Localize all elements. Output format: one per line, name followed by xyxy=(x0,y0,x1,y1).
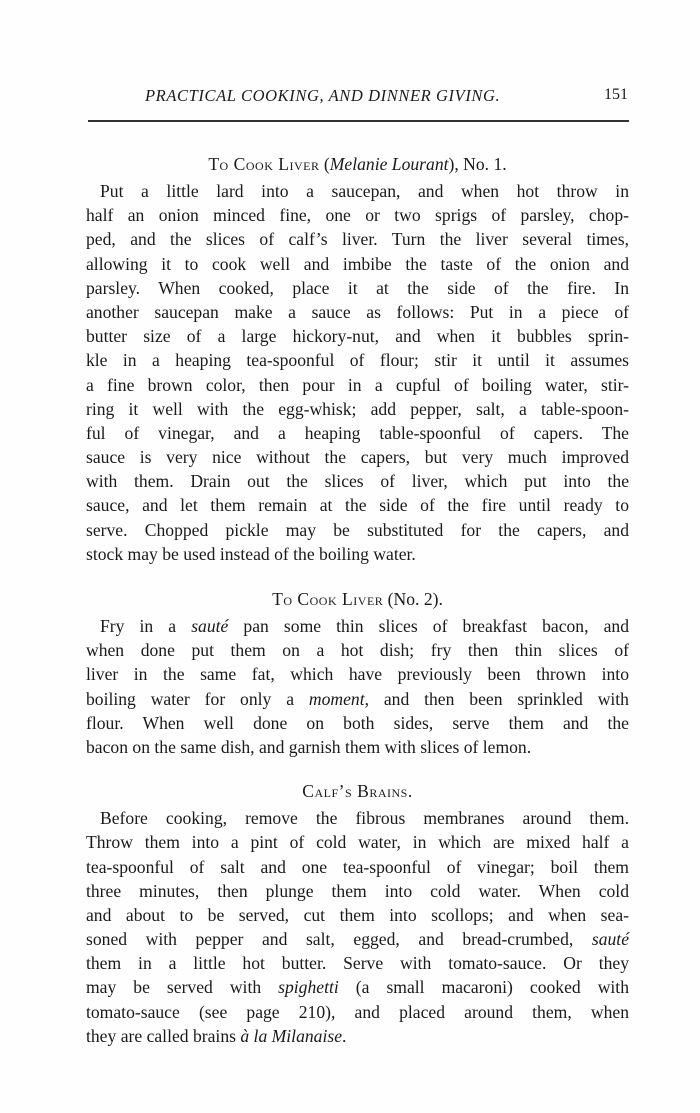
text-run: (a small macaroni) cooked with xyxy=(338,977,629,998)
text-line xyxy=(86,1024,629,1048)
recipe-heading-calfs-brains xyxy=(86,777,629,806)
text-line: three minutes, then plunge them into cold water. When cold xyxy=(86,880,629,901)
text-line: kle in a heaping tea-spoonful of flour; stir it until it assumes xyxy=(86,350,629,371)
running-head xyxy=(88,86,628,108)
text-line: ring it well with the egg-whisk; add pepper, salt, a table-spoon- xyxy=(86,398,629,419)
text-line xyxy=(86,927,629,951)
italic-run: moment xyxy=(308,688,365,709)
text-line: Throw them into a pint of cold water, in which are mixed half a xyxy=(86,832,629,853)
text-line: and about to be served, cut them into scollops; and when sea- xyxy=(86,904,629,925)
text-line: tomato-sauce (see page 210), and placed around them, when xyxy=(86,1001,629,1022)
text-line: sauce, and let them remain at the side of the fire until ready to xyxy=(86,495,629,516)
text-line: Before cooking, remove the fibrous membranes around them. xyxy=(100,808,629,829)
recipe-body-calfs-brains xyxy=(86,806,629,1048)
running-title: PRACTICAL COOKING, AND DINNER GIVING. xyxy=(145,86,501,105)
recipe-body-liver-2 xyxy=(86,614,629,759)
heading-suffix: (No. 2). xyxy=(383,589,443,609)
text-run: they are called brains xyxy=(86,1025,241,1046)
text-line: stock may be used instead of the boiling water. xyxy=(86,543,416,564)
header-rule xyxy=(88,120,629,122)
text-line: ful of vinegar, and a heaping table-spoonful of capers. The xyxy=(86,422,629,443)
text-run: , and then been sprinkled with xyxy=(364,688,629,709)
text-line: ped, and the slices of calf’s liver. Turn the liver several times, xyxy=(86,229,629,250)
text-line: bacon on the same dish, and garnish them with slices of lemon. xyxy=(86,736,532,757)
text-line: tea-spoonful of salt and one tea-spoonful of vinegar; boil them xyxy=(86,856,629,877)
page-content xyxy=(86,150,629,1048)
text-line xyxy=(86,687,629,711)
text-run: Fry in a xyxy=(100,616,192,636)
recipe-heading-liver-2 xyxy=(86,585,629,614)
text-line: with them. Drain out the slices of liver, which put into the xyxy=(86,471,629,492)
recipe-heading-liver-1: To Cook Liver (Melanie Lourant), No. 1. xyxy=(208,154,507,174)
italic-run: sauté xyxy=(591,929,629,950)
italic-run: sauté xyxy=(191,616,229,636)
text-run: . xyxy=(342,1025,347,1046)
heading-text: To Cook Liver xyxy=(272,589,384,609)
text-line xyxy=(86,614,629,638)
page-number: 151 xyxy=(604,86,628,103)
text-run: boiling water for only a xyxy=(86,688,309,709)
text-line: serve. Chopped pickle may be substituted for the capers, and xyxy=(86,519,629,540)
text-line: allowing it to cook well and imbibe the taste of the onion and xyxy=(86,253,629,274)
text-line: a fine brown color, then pour in a cupful of boiling water, stir- xyxy=(86,374,629,395)
text-line: Put a little lard into a saucepan, and when hot throw in xyxy=(100,181,629,201)
heading-suffix: , No. 1. xyxy=(454,154,507,174)
recipe-body-liver-1 xyxy=(86,179,629,566)
text-line: half an onion minced fine, one or two sprigs of parsley, chop- xyxy=(86,205,629,226)
heading-italic: Melanie Lourant xyxy=(329,154,449,174)
italic-run: spighetti xyxy=(278,977,339,998)
text-line: them in a little hot butter. Serve with tomato-sauce. Or they xyxy=(86,953,629,974)
text-line: another saucepan make a sauce as follows: Put in a piece of xyxy=(86,301,629,322)
text-line: parsley. When cooked, place it at the side of the fire. In xyxy=(86,277,629,298)
text-line: butter size of a large hickory-nut, and when it bubbles sprin- xyxy=(86,326,629,347)
text-run: soned with pepper and salt, egged, and bread-crumbed, xyxy=(86,929,592,950)
text-run: pan some thin slices of breakfast bacon, and xyxy=(228,616,629,636)
text-line: sauce is very nice without the capers, but very much improved xyxy=(86,447,629,468)
heading-text: To Cook Liver xyxy=(208,154,320,174)
text-line: flour. When well done on both sides, serve them and the xyxy=(86,712,629,733)
text-run: may be served with xyxy=(86,977,279,998)
text-line: liver in the same fat, which have previously been thrown into xyxy=(86,664,629,685)
italic-run: à la Milanaise xyxy=(240,1025,343,1046)
text-line: when done put them on a hot dish; fry then thin slices of xyxy=(86,640,629,661)
text-line xyxy=(86,975,629,999)
heading-text: Calf’s Brains. xyxy=(302,781,413,802)
